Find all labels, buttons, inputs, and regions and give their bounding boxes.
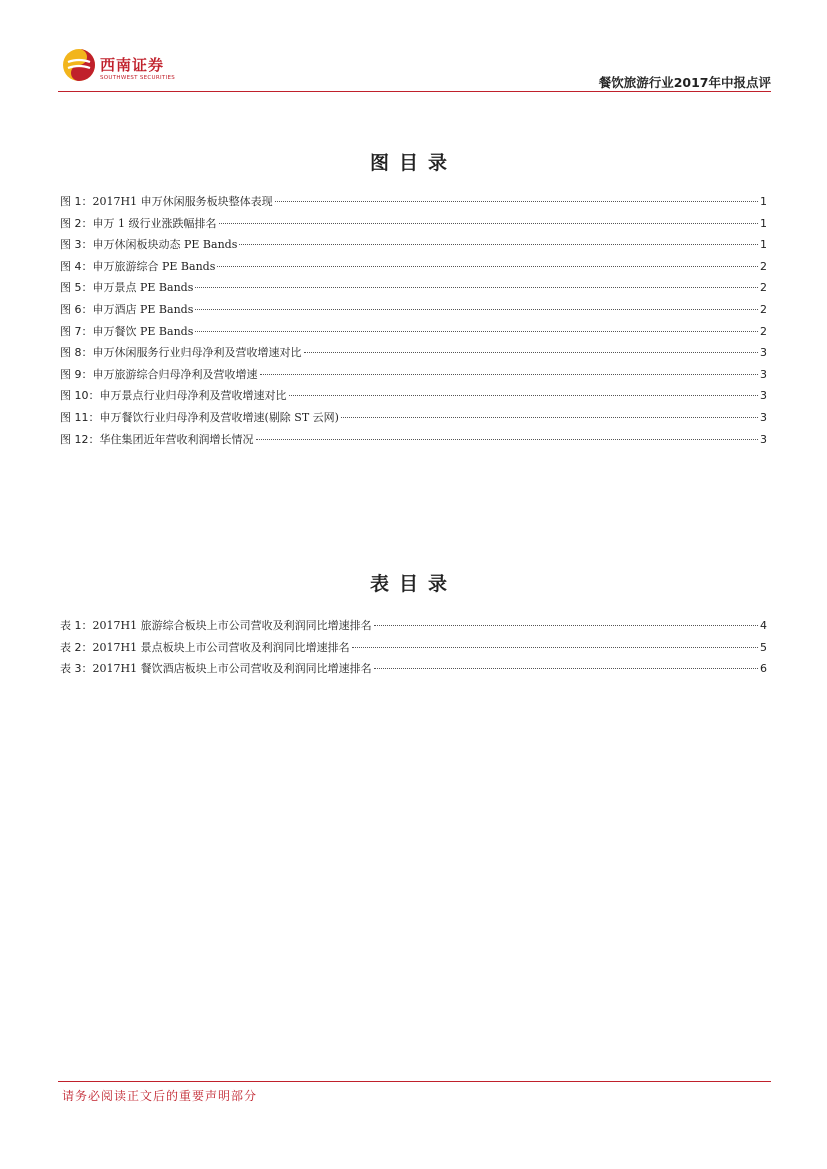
toc-leader-dots: [275, 201, 758, 202]
figure-toc-entry[interactable]: [60, 385, 767, 407]
toc-entry-text: 申万景点行业归母净利及营收增速对比: [99, 389, 287, 403]
toc-leader-dots: [289, 395, 759, 396]
toc-leader-dots: [219, 223, 759, 224]
tables-toc-list: [60, 615, 767, 680]
figure-toc-entry[interactable]: [60, 234, 767, 256]
toc-entry-page: 3: [760, 410, 767, 424]
header-divider: [58, 91, 771, 92]
toc-entry-page: 1: [760, 195, 767, 208]
toc-leader-dots: [256, 439, 759, 440]
toc-entry-text: 申万旅游综合 PE Bands: [92, 259, 216, 273]
toc-entry-label: 图 12：: [60, 432, 100, 446]
toc-entry-label: 表 1：: [60, 619, 93, 632]
toc-entry-label: 图 2：: [60, 216, 93, 230]
toc-leader-dots: [260, 374, 759, 375]
report-title: 餐饮旅游行业2017年中报点评: [598, 75, 771, 90]
table-toc-entry[interactable]: [60, 637, 767, 659]
toc-entry-page: 2: [760, 324, 767, 338]
footer-disclaimer: 请务必阅读正文后的重要声明部分: [62, 1089, 258, 1103]
figure-toc-entry[interactable]: [60, 429, 767, 451]
logo-chinese-name: 西南证券: [100, 56, 165, 74]
toc-entry-label: 图 10：: [60, 389, 100, 403]
toc-entry-text: 申万旅游综合归母净利及营收增速: [92, 367, 258, 381]
toc-entry-label: 图 7：: [60, 324, 93, 338]
southwest-securities-logo-icon: [62, 48, 96, 82]
toc-leader-dots: [352, 647, 758, 648]
toc-entry-text: 申万休闲板块动态 PE Bands: [92, 238, 238, 252]
table-toc-entry[interactable]: [60, 658, 767, 680]
toc-entry-page: 6: [760, 662, 767, 676]
toc-leader-dots: [217, 266, 758, 267]
toc-entry-label: 图 9：: [60, 367, 93, 381]
figure-toc-entry[interactable]: [60, 342, 767, 364]
toc-entry-label: 图 6：: [60, 302, 93, 316]
toc-entry-label: 图 8：: [60, 346, 93, 360]
toc-entry-label: 图 3：: [60, 238, 93, 252]
toc-leader-dots: [195, 331, 758, 332]
toc-leader-dots: [341, 417, 758, 418]
toc-entry-text: 申万 1 级行业涨跌幅排名: [92, 216, 217, 230]
footer-divider: [58, 1081, 771, 1082]
toc-leader-dots: [374, 625, 758, 626]
toc-leader-dots: [304, 352, 759, 353]
figure-toc-entry[interactable]: [60, 191, 767, 213]
toc-leader-dots: [195, 287, 758, 288]
toc-entry-page: 3: [760, 432, 767, 446]
figures-toc-title: 图目录: [369, 152, 457, 174]
toc-entry-text: 申万餐饮行业归母净利及营收增速(剔除 ST 云网): [99, 410, 339, 424]
toc-entry-text: 2017H1 旅游综合板块上市公司营收及利润同比增速排名: [92, 619, 372, 632]
logo-english-name: SOUTHWEST SECURITIES: [100, 75, 176, 81]
toc-leader-dots: [195, 309, 758, 310]
toc-leader-dots: [374, 668, 758, 669]
toc-entry-label: 图 1：: [60, 195, 93, 208]
tables-toc-title: 表目录: [369, 573, 457, 595]
table-toc-entry[interactable]: [60, 615, 767, 637]
toc-entry-page: 3: [760, 389, 767, 403]
toc-entry-label: 图 4：: [60, 259, 93, 273]
toc-entry-text: 华住集团近年营收利润增长情况: [99, 432, 254, 446]
toc-entry-label: 表 2：: [60, 640, 93, 654]
toc-entry-page: 5: [760, 640, 767, 654]
figure-toc-entry[interactable]: [60, 407, 767, 429]
toc-entry-text: 2017H1 景点板块上市公司营收及利润同比增速排名: [92, 640, 350, 654]
toc-entry-text: 申万酒店 PE Bands: [92, 302, 194, 316]
toc-entry-label: 图 11：: [60, 410, 100, 424]
toc-entry-text: 申万休闲服务行业归母净利及营收增速对比: [92, 346, 302, 360]
toc-entry-text: 2017H1 申万休闲服务板块整体表现: [92, 195, 273, 208]
toc-entry-page: 2: [760, 302, 767, 316]
figures-toc-list: [60, 191, 767, 450]
figure-toc-entry[interactable]: [60, 321, 767, 343]
toc-entry-page: 1: [760, 216, 767, 230]
toc-entry-page: 1: [760, 238, 767, 252]
figure-toc-entry[interactable]: [60, 299, 767, 321]
toc-entry-text: 申万餐饮 PE Bands: [92, 324, 194, 338]
toc-entry-text: 2017H1 餐饮酒店板块上市公司营收及利润同比增速排名: [92, 662, 372, 676]
toc-entry-page: 4: [760, 619, 767, 632]
toc-entry-page: 3: [760, 367, 767, 381]
figure-toc-entry[interactable]: [60, 256, 767, 278]
toc-leader-dots: [239, 244, 758, 245]
figure-toc-entry[interactable]: [60, 277, 767, 299]
figure-toc-entry[interactable]: [60, 364, 767, 386]
toc-entry-page: 2: [760, 259, 767, 273]
toc-entry-page: 2: [760, 281, 767, 295]
toc-entry-text: 申万景点 PE Bands: [92, 281, 194, 295]
toc-entry-label: 表 3：: [60, 662, 93, 676]
toc-entry-label: 图 5：: [60, 281, 93, 295]
figure-toc-entry[interactable]: [60, 213, 767, 235]
page-header: [58, 44, 771, 92]
company-logo: [62, 48, 177, 90]
toc-entry-page: 3: [760, 346, 767, 360]
